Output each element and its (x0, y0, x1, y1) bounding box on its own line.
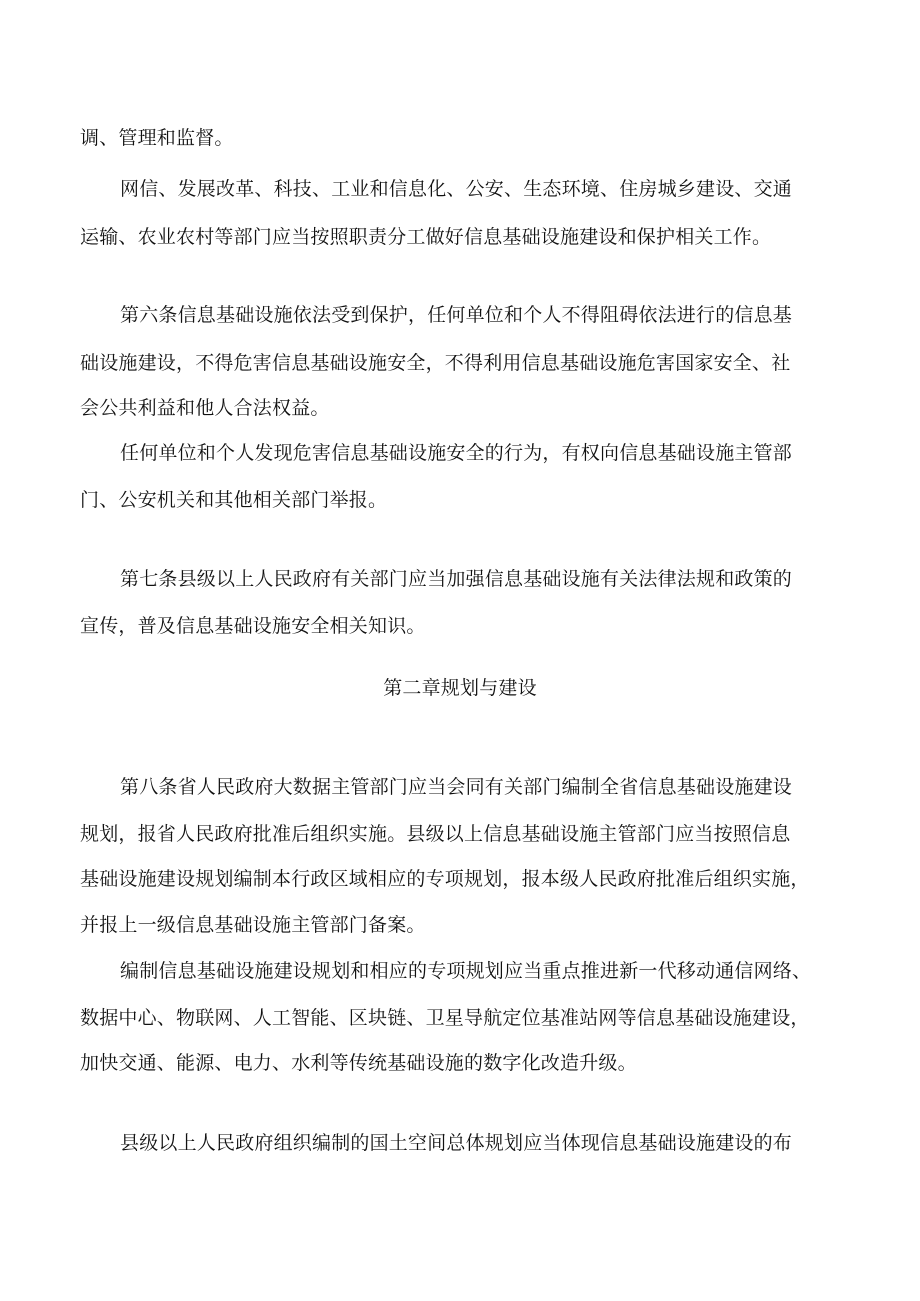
paragraph-line: 门、公安机关和其他相关部门举报。 (80, 489, 388, 511)
paragraph-line: 并报上一级信息基础设施主管部门备案。 (80, 914, 426, 936)
paragraph-line: 任何单位和个人发现危害信息基础设施安全的行为，有权向信息基础设施主管部 (120, 442, 793, 464)
paragraph-line: 基础设施建设规划编制本行政区域相应的专项规划，报本级人民政府批准后组织实施， (80, 868, 810, 890)
paragraph-line: 网信、发展改革、科技、工业和信息化、公安、生态环境、住房城乡建设、交通 (120, 178, 793, 200)
paragraph-line: 编制信息基础设施建设规划和相应的专项规划应当重点推进新一代移动通信网络、 (120, 960, 812, 982)
paragraph-line: 宣传，普及信息基础设施安全相关知识。 (80, 615, 426, 637)
paragraph-line: 会公共利益和他人合法权益。 (80, 397, 330, 419)
chapter-heading: 第二章规划与建设 (383, 677, 537, 699)
paragraph-line: 数据中心、物联网、人工智能、区块链、卫星导航定位基准站网等信息基础设施建设， (80, 1007, 810, 1029)
article-8-line: 第八条省人民政府大数据主管部门应当会同有关部门编制全省信息基础设施建设 (120, 776, 793, 798)
article-6-line: 第六条信息基础设施依法受到保护，任何单位和个人不得阻碍依法进行的信息基 (120, 304, 793, 326)
paragraph-line: 础设施建设，不得危害信息基础设施安全，不得利用信息基础设施危害国家安全、社 (80, 352, 791, 374)
paragraph-line: 调、管理和监督。 (80, 127, 234, 149)
paragraph-line: 县级以上人民政府组织编制的国土空间总体规划应当体现信息基础设施建设的布 (120, 1132, 793, 1154)
paragraph-line: 运输、农业农村等部门应当按照职责分工做好信息基础设施建设和保护相关工作。 (80, 226, 772, 248)
paragraph-line: 规划，报省人民政府批准后组织实施。县级以上信息基础设施主管部门应当按照信息 (80, 823, 791, 845)
article-7-line: 第七条县级以上人民政府有关部门应当加强信息基础设施有关法律法规和政策的 (120, 568, 793, 590)
paragraph-line: 加快交通、能源、电力、水利等传统基础设施的数字化改造升级。 (80, 1052, 637, 1074)
